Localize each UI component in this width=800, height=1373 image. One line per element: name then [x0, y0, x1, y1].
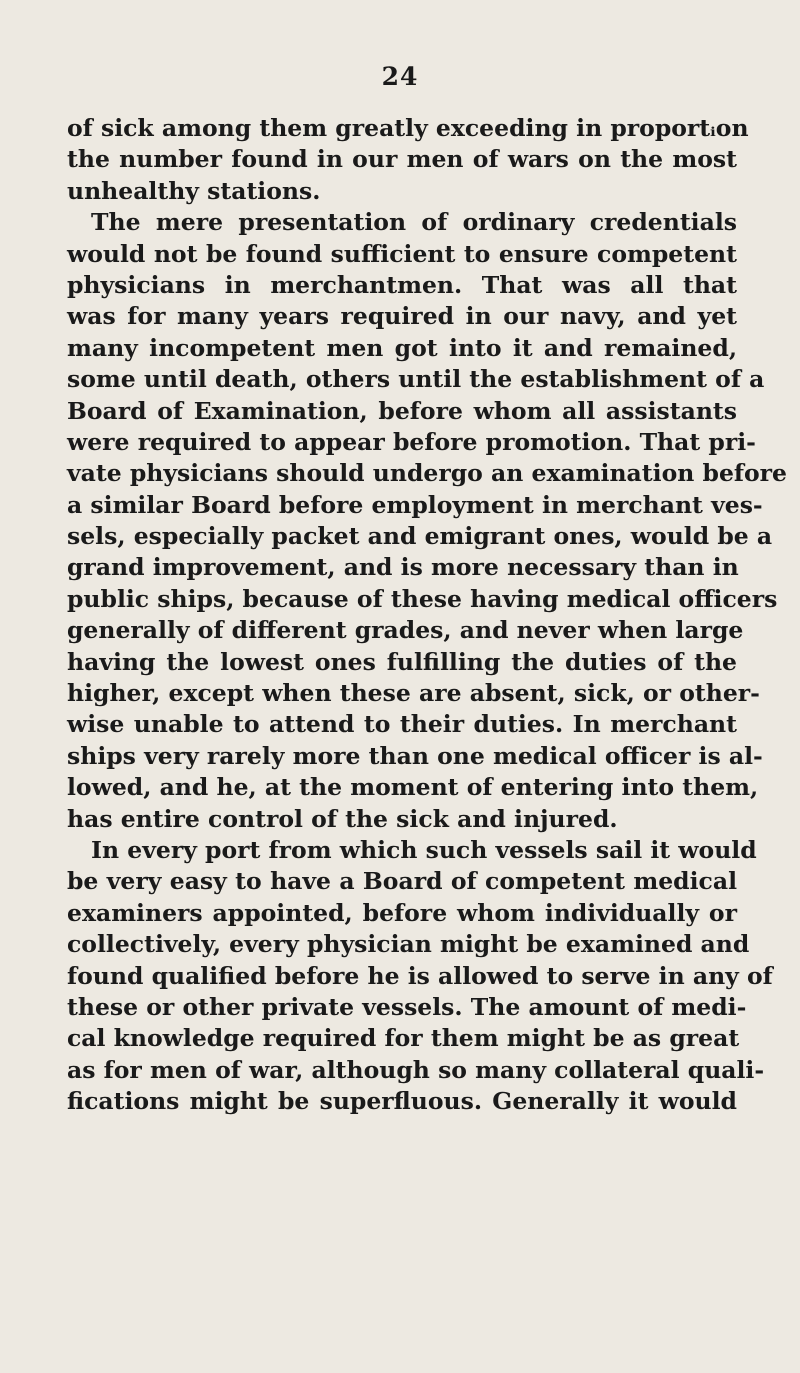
text-line: wise unable to attend to their duties. In merchant — [67, 710, 737, 739]
text-line: having the lowest ones fulfilling the duties of the — [67, 647, 737, 676]
text-line: higher, except when these are absent, sick, or other- — [67, 679, 760, 708]
text-line: found qualified before he is allowed to serve in any of — [67, 961, 773, 990]
text-line: generally of different grades, and never when large — [67, 616, 744, 645]
text-line: In every port from which such vessels sail it would — [91, 835, 757, 864]
text-line: Board of Examination, before whom all assistants — [67, 396, 737, 425]
text-line: of sick among them greatly exceeding in proportᵢon — [67, 114, 749, 142]
text-line: were required to appear before promotion. That pri- — [67, 427, 756, 456]
page-number: 24 — [381, 62, 419, 91]
text-line: fications might be superfluous. Generally it would — [67, 1087, 737, 1116]
text-line: these or other private vessels. The amount of medi- — [67, 992, 747, 1021]
text-line: some until death, others until the establishment of a — [67, 365, 765, 394]
text-line: be very easy to have a Board of competent medical — [67, 867, 737, 896]
text-line: sels, especially packet and emigrant ones, would be a — [67, 522, 773, 551]
text-line: a similar Board before employment in merchant ves- — [67, 490, 763, 519]
text-line: was for many years required in our navy, and yet — [67, 302, 737, 331]
text-line: examiners appointed, before whom individually or — [67, 898, 737, 927]
body-text — [67, 113, 788, 1118]
text-line: public ships, because of these having medical officers — [67, 584, 778, 613]
text-line: grand improvement, and is more necessary than in — [67, 553, 739, 582]
text-line: The mere presentation of ordinary credentials — [91, 208, 737, 237]
text-line: ships very rarely more than one medical officer is al- — [67, 741, 763, 770]
text-line: has entire control of the sick and injured. — [67, 804, 618, 833]
text-line: vate physicians should undergo an examination before — [67, 459, 788, 488]
text-line: unhealthy stations. — [67, 176, 321, 205]
text-line: as for men of war, although so many collateral quali- — [67, 1055, 765, 1084]
text-line: collectively, every physician might be examined and — [67, 930, 750, 959]
text-line: physicians in merchantmen. That was all that — [67, 270, 737, 299]
text-line: lowed, and he, at the moment of entering into them, — [67, 773, 759, 802]
text-line: cal knowledge required for them might be as great — [67, 1024, 740, 1053]
text-line: would not be found sufficient to ensure competent — [67, 239, 737, 268]
text-line: many incompetent men got into it and remained, — [67, 333, 737, 362]
text-line: the number found in our men of wars on the most — [67, 145, 737, 174]
